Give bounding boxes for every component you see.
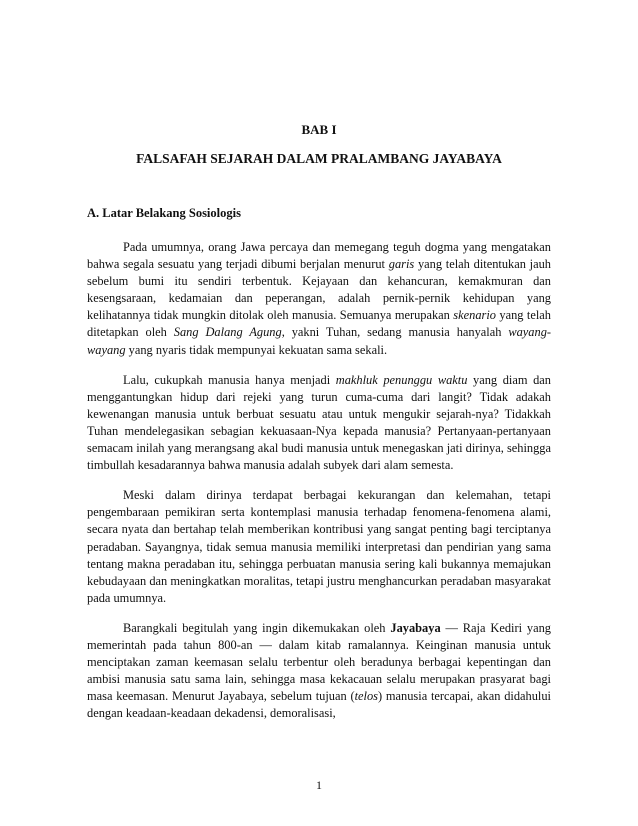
bold-term: Jayabaya: [390, 620, 441, 635]
body-text: [87, 239, 551, 735]
italic-term: garis: [388, 257, 415, 272]
chapter-title: FALSAFAH SEJARAH DALAM PRALAMBANG JAYABAYA: [136, 151, 502, 166]
italic-term: telos: [354, 689, 378, 704]
section-heading: A. Latar Belakang Sosiologis: [87, 206, 241, 220]
paragraph-4: Barangkali begitulah yang ingin dikemukakan oleh Jayabaya — Raja Kediri yang memerintah pada tahun 800-an — dalam kitab ramalannya. Keinginan manusia untuk menciptakan zaman keemasan selalu terbentur oleh beradunya berbagai kepentingan dan ambisi manusia satu sama lain, sehingga masa kekacauan selalu merupakan prasyarat bagi masa keemasan. Menurut Jayabaya, sebelum tujuan (telos) manusia tercapai, akan didahului dengan keadaan-keadaan dekadensi, demoralisasi,: [87, 620, 551, 721]
paragraph-3: Meski dalam dirinya terdapat berbagai kekurangan dan kelemahan, tetapi pengembaraan pemikiran serta kontemplasi manusia terhadap fenomena-fenomena alami, secara nyata dan bertahap telah memberikan kontribusi yang sangat penting bagi terciptanya peradaban. Sayangnya, tidak semua manusia memiliki interpretasi dan pendirian yang sama tentang makna peradaban itu, sehingga perbuatan manusia sering kali bukannya memajukan kebudayaan dan meningkatkan moralitas, tetapi justru menghancurkan peradaban masyarakat pada umumnya.: [87, 488, 551, 605]
document-page: [87, 0, 551, 826]
italic-term: skenario: [453, 308, 496, 323]
italic-term: Sang Dalang Agung: [173, 325, 282, 340]
italic-term: makhluk penunggu waktu: [335, 372, 468, 387]
page-number: 1: [316, 778, 322, 792]
paragraph-2: Lalu, cukupkah manusia hanya menjadi makhluk penunggu waktu yang diam dan menggantungkan hidup dari rejeki yang turun cuma-cuma dari langit? Tidak adakah kewenangan manusia untuk berbuat sesuatu atau untuk mengukir sejarah-nya? Tidakkah Tuhan mendelegasikan sebagian kekuasaan-Nya kepada manusia? Pertanyaan-pertanyaan semacam inilah yang merangsang akal budi manusia untuk menegaskan jati dirinya, sehingga timbullah kesadarannya bahwa manusia adalah subyek dari alam semesta.: [87, 372, 551, 473]
paragraph-1: Pada umumnya, orang Jawa percaya dan memegang teguh dogma yang mengatakan bahwa segala sesuatu yang terjadi dibumi berjalan menurut garis yang telah ditentukan jauh sebelum bumi itu sendiri terbentuk. Kejayaan dan kehancuran, kemakmuran dan kesengsaraan, kedamaian dan peperangan, adalah pernik-pernik kehidupan yang kelihatannya tidak mungkin ditolak oleh manusia. Semuanya merupakan skenario yang telah ditetapkan oleh Sang Dalang Agung, yakni Tuhan, sedang manusia hanyalah wayang-wayang yang nyaris tidak mempunyai kekuatan sama sekali.: [87, 240, 552, 357]
italic-term: wayang-wayang: [87, 325, 552, 357]
chapter-label: BAB I: [301, 122, 337, 137]
